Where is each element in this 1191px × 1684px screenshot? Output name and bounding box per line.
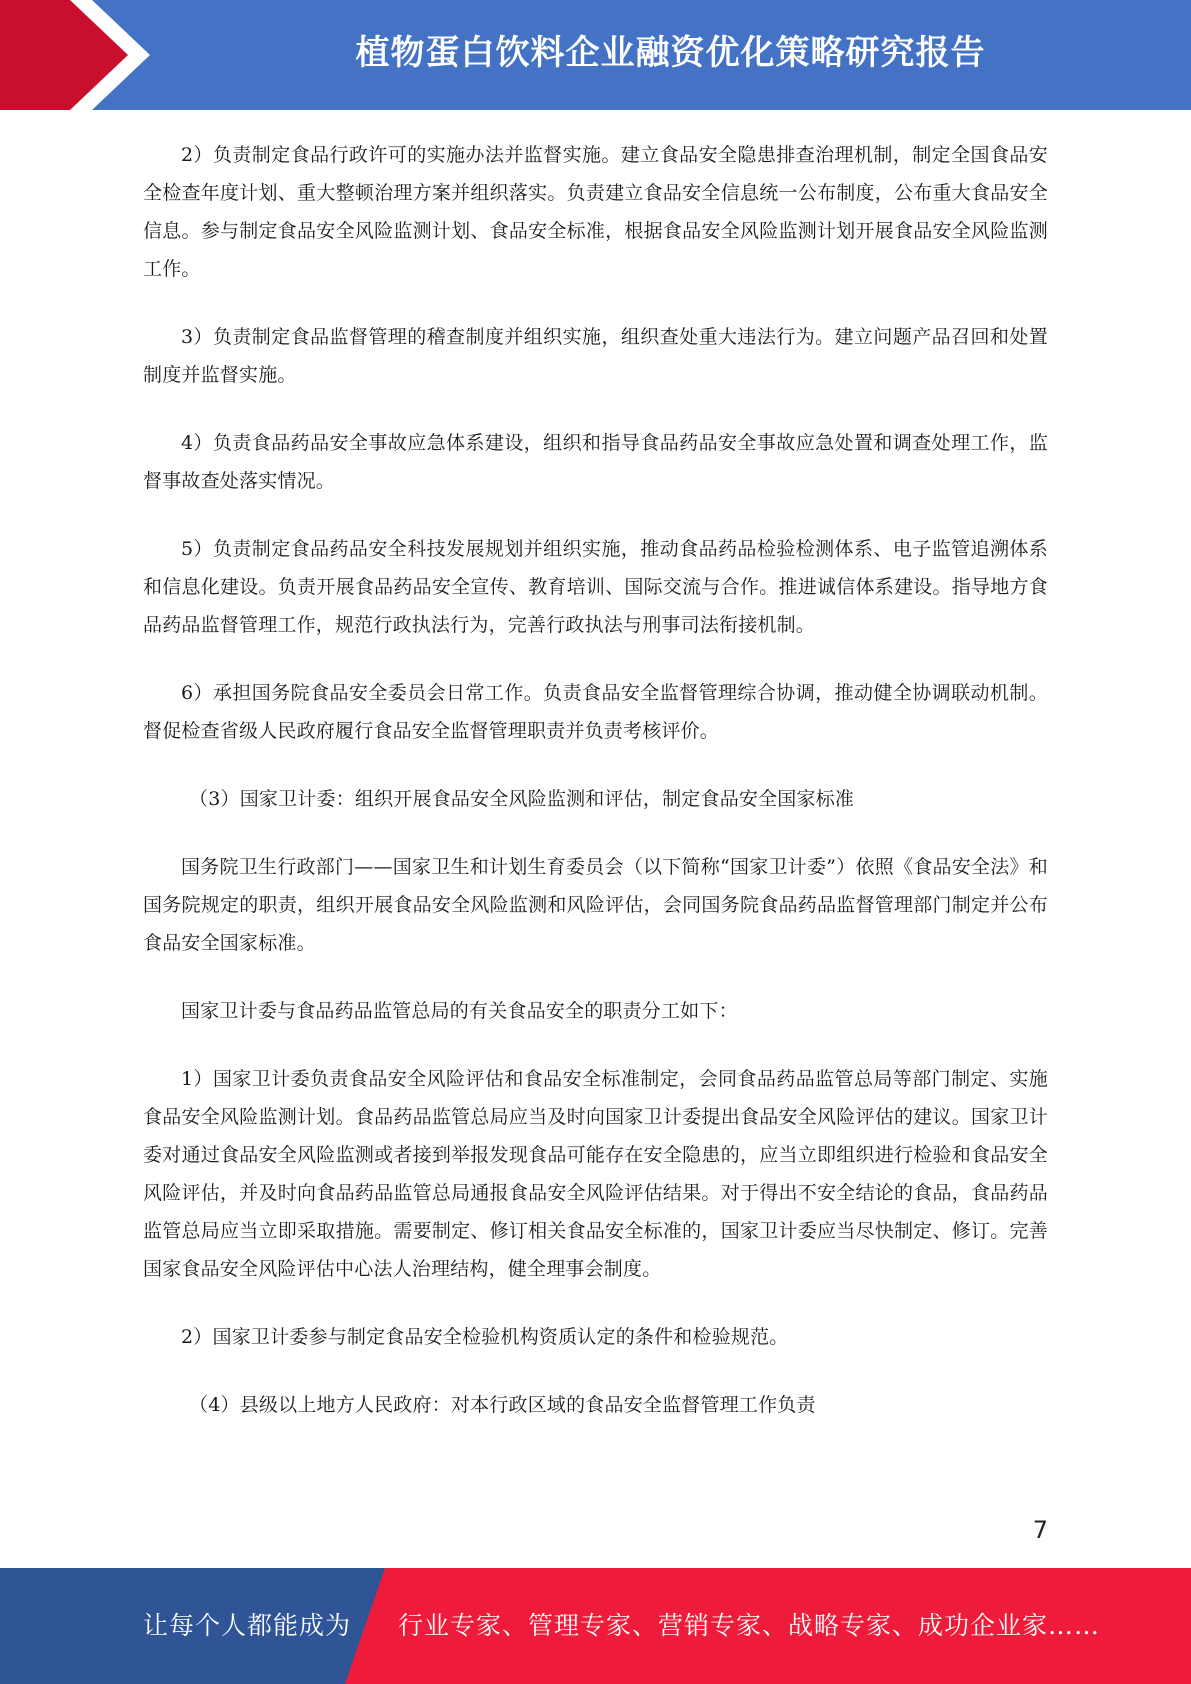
section-heading-3: （3）国家卫计委：组织开展食品安全风险监测和评估，制定食品安全国家标准: [189, 788, 855, 810]
paragraph-duty-3: 3）负责制定食品监督管理的稽查制度并组织实施，组织查处重大违法行为。建立问题产品召回和处置制度并监督实施。: [143, 326, 1048, 386]
paragraph-duty-2: 2）负责制定食品行政许可的实施办法并监督实施。建立食品安全隐患排查治理机制，制定全国食品安全检查年度计划、重大整顿治理方案并组织落实。负责建立食品安全信息统一公布制度，公布重大食品安全信息。参与制定食品安全风险监测计划、食品安全标准，根据食品安全风险监测计划开展食品安全风险监测工作。: [143, 144, 1048, 280]
paragraph-nhfpc-intro: 国务院卫生行政部门——国家卫生和计划生育委员会（以下简称“国家卫计委”）依照《食品安全法》和国务院规定的职责，组织开展食品安全风险监测和风险评估，会同国务院食品药品监督管理部门制定并公布食品安全国家标准。: [143, 856, 1048, 954]
page-number: 7: [1032, 1516, 1048, 1544]
header-red-chevron-decoration: [0, 0, 160, 110]
paragraph-duty-5: 5）负责制定食品药品安全科技发展规划并组织实施，推动食品药品检验检测体系、电子监管追溯体系和信息化建设。负责开展食品药品安全宣传、教育培训、国际交流与合作。推进诚信体系建设。指导地方食品药品监督管理工作，规范行政执法行为，完善行政执法与刑事司法衔接机制。: [143, 538, 1048, 636]
document-body: [143, 136, 1048, 1424]
page-header: [0, 0, 1191, 110]
paragraph-duty-4: 4）负责食品药品安全事故应急体系建设，组织和指导食品药品安全事故应急处置和调查处理工作，监督事故查处落实情况。: [143, 432, 1048, 492]
paragraph-division-1: 1）国家卫计委负责食品安全风险评估和食品安全标准制定，会同食品药品监管总局等部门制定、实施食品安全风险监测计划。食品药品监管总局应当及时向国家卫计委提出食品安全风险评估的建议。国家卫计委对通过食品安全风险监测或者接到举报发现食品可能存在安全隐患的，应当立即组织进行检验和食品安全风险评估，并及时向食品药品监管总局通报食品安全风险评估结果。对于得出不安全结论的食品，食品药品监管总局应当立即采取措施。需要制定、修订相关食品安全标准的，国家卫计委应当尽快制定、修订。完善国家食品安全风险评估中心法人治理结构，健全理事会制度。: [143, 1068, 1048, 1280]
report-title: 植物蛋白饮料企业融资优化策略研究报告: [355, 33, 986, 73]
page-footer: [0, 1568, 1191, 1684]
paragraph-division-intro: 国家卫计委与食品药品监管总局的有关食品安全的职责分工如下：: [181, 1000, 738, 1022]
footer-slogan-right: 行业专家、管理专家、营销专家、战略专家、成功企业家……: [398, 1611, 1101, 1640]
footer-slogan-left: 让每个人都能成为: [143, 1611, 352, 1640]
section-heading-4: （4）县级以上地方人民政府：对本行政区域的食品安全监督管理工作负责: [189, 1394, 816, 1416]
paragraph-duty-6: 6）承担国务院食品安全委员会日常工作。负责食品安全监督管理综合协调，推动健全协调联动机制。督促检查省级人民政府履行食品安全监督管理职责并负责考核评价。: [143, 682, 1048, 742]
paragraph-division-2: 2）国家卫计委参与制定食品安全检验机构资质认定的条件和检验规范。: [181, 1326, 789, 1348]
